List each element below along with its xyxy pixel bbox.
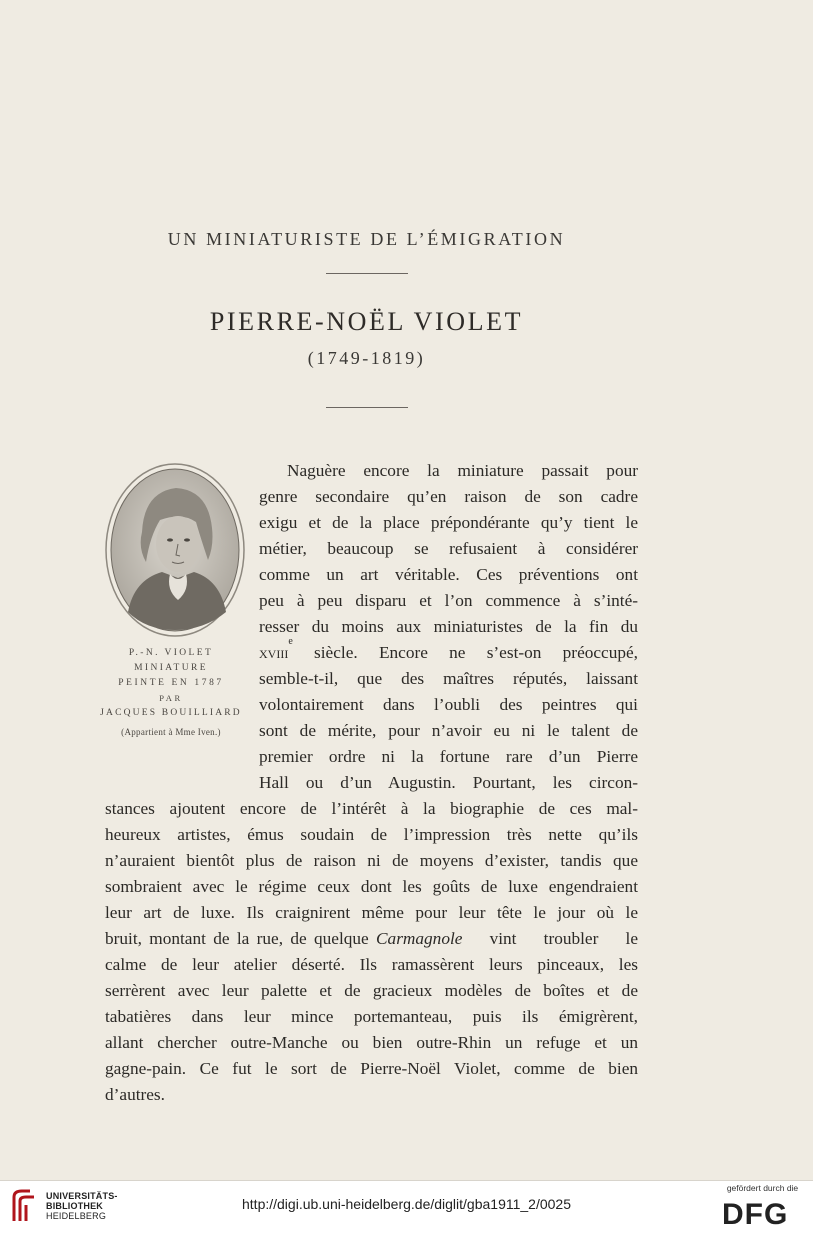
caption-line-date: PEINTE EN 1787 [118, 678, 224, 688]
body-line: gagne-pain. Ce fut le sort de Pierre-Noël Violet, comme de bien [105, 1059, 638, 1078]
body-line: Naguère encore la miniature passait pour [287, 461, 638, 480]
caption-line-owner: (Appartient à Mme Iven.) [121, 727, 221, 737]
body-line: leur art de luxe. Ils craignirent même pour leur tête le jour où le [105, 903, 638, 922]
body-line [259, 636, 638, 664]
body-text-segment: siècle. Encore ne s’est-on préoccupé, [292, 643, 638, 662]
life-dates: (1749-1819) [307, 348, 426, 368]
portrait-miniature-image [104, 462, 246, 642]
body-line: peu à peu disparu et l’on commence à s’inté- [259, 591, 638, 610]
body-line: tabatières dans leur mince portemanteau, puis ils émigrèrent, [105, 1007, 638, 1026]
body-line: métier, beaucoup se refusaient à considérer [259, 539, 638, 558]
body-text-italic: Carmagnole [376, 929, 463, 948]
caption-line-par: PAR [159, 693, 183, 703]
divider-rule-top [326, 273, 408, 274]
body-line: volontairement dans l’oubli des peintres qui [259, 695, 638, 714]
body-line: allant chercher outre-Manche ou bien outre-Rhin un refuge et un [105, 1033, 638, 1052]
dfg-logo: DFG [722, 1198, 789, 1231]
caption-line-type: MINIATURE [134, 663, 208, 673]
body-line: sont de mérite, pour n’avoir eu ni le talent de [259, 721, 638, 740]
body-line: Hall ou d’un Augustin. Pourtant, les circon- [259, 773, 638, 792]
body-line: stances ajoutent encore de l’intérêt à la biographie de ces mal- [105, 799, 638, 818]
series-title: UN MINIATURISTE DE L’ÉMIGRATION [167, 229, 566, 249]
library-name-line2: BIBLIOTHEK [46, 1201, 103, 1211]
permalink-url[interactable]: http://digi.ub.uni-heidelberg.de/diglit/gba1911_2/0025 [242, 1196, 571, 1212]
body-text-superscript: e [288, 636, 293, 647]
body-line: resser du moins aux miniaturistes de la fin du [259, 617, 638, 636]
body-line [105, 928, 638, 950]
funding-label: gefördert durch die [726, 1183, 799, 1193]
caption-line-name: P.-N. VIOLET [128, 648, 214, 658]
body-line: genre secondaire qu’en raison de son cadre [259, 487, 638, 506]
body-line: exigu et de la place prépondérante qu’y tient le [259, 513, 638, 532]
body-line: d’autres. [105, 1085, 165, 1104]
divider-rule-bottom [326, 407, 408, 408]
body-line: sombraient avec le régime ceux dont les goûts de luxe engendraient [105, 877, 638, 896]
body-line: heureux artistes, émus soudain de l’impression très nette qu’ils [105, 825, 638, 844]
body-line: semble-t-il, que des maîtres réputés, laissant [259, 669, 638, 688]
body-line: serrèrent avec leur palette et de gracieux modèles de boîtes et de [105, 981, 638, 1000]
body-line: comme un art véritable. Ces préventions ont [259, 565, 638, 584]
body-text-segment: bruit, montant de la rue, de quelque [105, 929, 377, 948]
library-name-line3: HEIDELBERG [46, 1211, 107, 1221]
body-text-segment: vint troubler le [462, 929, 638, 948]
library-name-line1: UNIVERSITÄTS- [46, 1191, 118, 1201]
body-text-segment: xviii [259, 643, 289, 662]
body-line: n’auraient bientôt plus de raison ni de moyens d’exister, tandis que [105, 851, 638, 870]
article-title: PIERRE-NOËL VIOLET [209, 307, 524, 336]
body-line: premier ordre ni la fortune rare d’un Pierre [259, 747, 638, 766]
body-line: calme de leur atelier déserté. Ils ramassèrent leurs pinceaux, les [105, 955, 638, 974]
caption-line-artist: JACQUES BOUILLIARD [100, 708, 242, 718]
